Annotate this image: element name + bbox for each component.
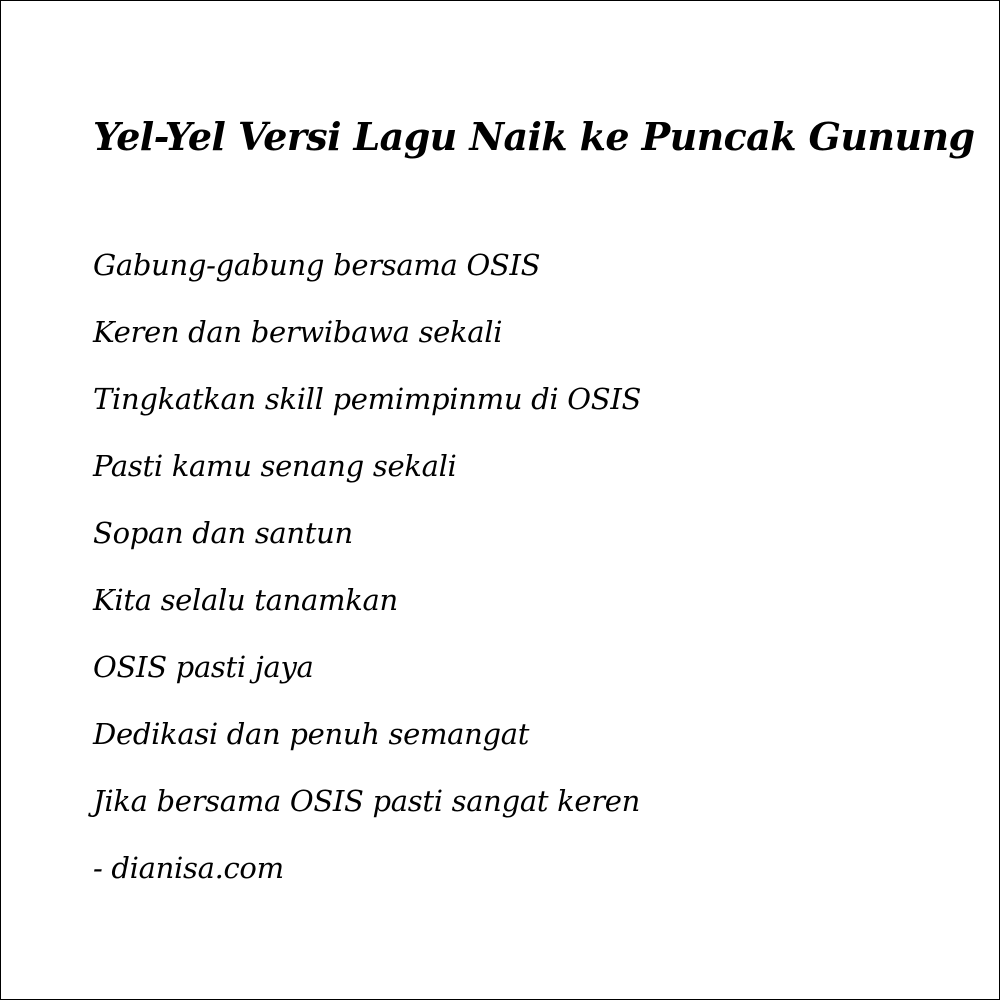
lyric-line-9: Jika bersama OSIS pasti sangat keren [93, 784, 641, 818]
source-credit: - dianisa.com [93, 851, 284, 885]
lyric-line-2: Keren dan berwibawa sekali [93, 315, 503, 349]
lyric-line-4: Pasti kamu senang sekali [93, 449, 457, 483]
lyric-line-6: Kita selalu tanamkan [93, 583, 398, 617]
lyric-line-8: Dedikasi dan penuh semangat [93, 717, 530, 751]
lyrics-list [93, 243, 641, 913]
lyric-line-1: Gabung-gabung bersama OSIS [93, 248, 541, 282]
document-title: Yel-Yel Versi Lagu Naik ke Puncak Gunung [93, 114, 975, 159]
lyric-line-5: Sopan dan santun [93, 516, 353, 550]
lyric-line-3: Tingkatkan skill pemimpinmu di OSIS [93, 382, 642, 416]
lyric-line-7: OSIS pasti jaya [93, 650, 314, 684]
